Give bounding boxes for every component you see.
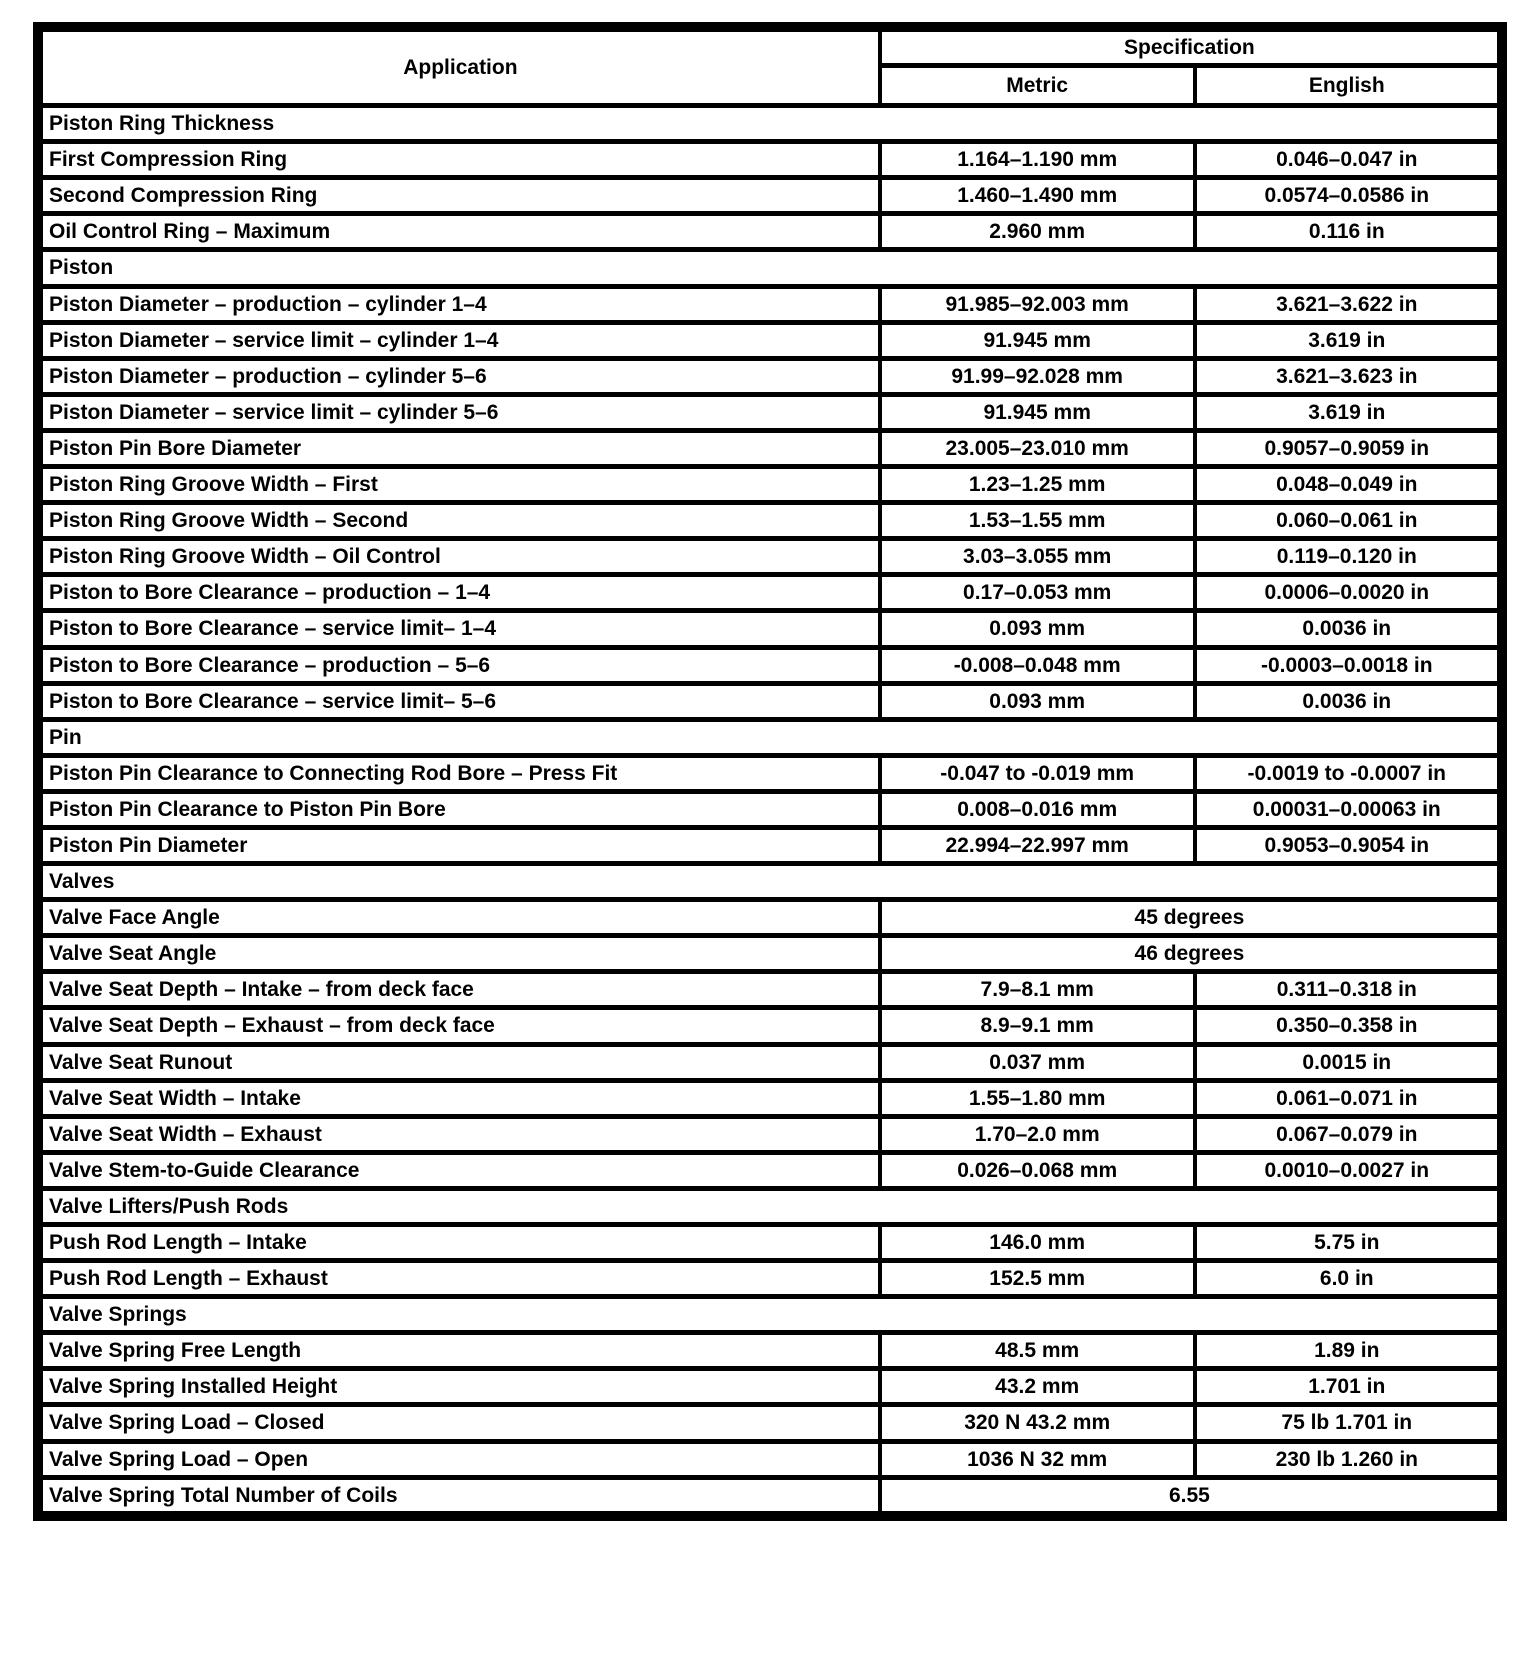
metric-cell: 320 N 43.2 mm	[880, 1405, 1195, 1441]
english-cell: 0.067–0.079 in	[1195, 1116, 1502, 1152]
application-cell: Oil Control Ring – Maximum	[38, 214, 880, 250]
english-cell: 6.0 in	[1195, 1261, 1502, 1297]
table-row	[38, 286, 1502, 322]
section-label: Valves	[38, 864, 1502, 900]
section-label: Valve Lifters/Push Rods	[38, 1188, 1502, 1224]
table-row	[38, 322, 1502, 358]
application-cell: Valve Seat Width – Intake	[38, 1080, 880, 1116]
english-cell: 0.0036 in	[1195, 611, 1502, 647]
metric-cell: 1.164–1.190 mm	[880, 142, 1195, 178]
table-row	[38, 1116, 1502, 1152]
application-cell: Push Rod Length – Intake	[38, 1225, 880, 1261]
english-cell: 1.701 in	[1195, 1369, 1502, 1405]
metric-cell: 3.03–3.055 mm	[880, 539, 1195, 575]
english-cell: 3.621–3.622 in	[1195, 286, 1502, 322]
english-cell: 3.621–3.623 in	[1195, 358, 1502, 394]
table-row	[38, 394, 1502, 430]
col-header-application: Application	[38, 27, 880, 106]
table-row	[38, 1261, 1502, 1297]
metric-cell: 91.945 mm	[880, 322, 1195, 358]
english-cell: 0.060–0.061 in	[1195, 503, 1502, 539]
spec-table	[33, 22, 1507, 1521]
english-cell: 5.75 in	[1195, 1225, 1502, 1261]
application-cell: Valve Spring Load – Closed	[38, 1405, 880, 1441]
english-cell: 0.0006–0.0020 in	[1195, 575, 1502, 611]
table-row	[38, 467, 1502, 503]
table-row	[38, 178, 1502, 214]
table-row	[38, 1044, 1502, 1080]
col-header-english: English	[1195, 66, 1502, 106]
table-row	[38, 827, 1502, 863]
english-cell: 0.061–0.071 in	[1195, 1080, 1502, 1116]
application-cell: Piston to Bore Clearance – production – 1–4	[38, 575, 880, 611]
application-cell: Valve Spring Installed Height	[38, 1369, 880, 1405]
application-cell: Valve Spring Total Number of Coils	[38, 1477, 880, 1516]
table-row	[38, 575, 1502, 611]
table-row	[38, 683, 1502, 719]
application-cell: Piston to Bore Clearance – service limit– 5–6	[38, 683, 880, 719]
metric-cell: 0.093 mm	[880, 683, 1195, 719]
col-header-specification: Specification	[880, 27, 1502, 66]
english-cell: 3.619 in	[1195, 322, 1502, 358]
table-row	[38, 214, 1502, 250]
application-cell: Piston Diameter – production – cylinder 1–4	[38, 286, 880, 322]
section-row	[38, 864, 1502, 900]
application-cell: Push Rod Length – Exhaust	[38, 1261, 880, 1297]
application-cell: Valve Seat Width – Exhaust	[38, 1116, 880, 1152]
english-cell: 0.9053–0.9054 in	[1195, 827, 1502, 863]
table-row	[38, 791, 1502, 827]
application-cell: Valve Seat Runout	[38, 1044, 880, 1080]
metric-cell: 152.5 mm	[880, 1261, 1195, 1297]
table-row	[38, 1369, 1502, 1405]
table-body	[38, 106, 1502, 1516]
metric-cell: 8.9–9.1 mm	[880, 1008, 1195, 1044]
specification-cell: 6.55	[880, 1477, 1502, 1516]
application-cell: Piston Pin Clearance to Connecting Rod Bore – Press Fit	[38, 755, 880, 791]
metric-cell: 43.2 mm	[880, 1369, 1195, 1405]
application-cell: First Compression Ring	[38, 142, 880, 178]
metric-cell: 0.008–0.016 mm	[880, 791, 1195, 827]
table-row	[38, 503, 1502, 539]
english-cell: 3.619 in	[1195, 394, 1502, 430]
section-label: Valve Springs	[38, 1297, 1502, 1333]
metric-cell: 7.9–8.1 mm	[880, 972, 1195, 1008]
table-row	[38, 1225, 1502, 1261]
application-cell: Piston Ring Groove Width – First	[38, 467, 880, 503]
metric-cell: 22.994–22.997 mm	[880, 827, 1195, 863]
table-row	[38, 1405, 1502, 1441]
metric-cell: 0.026–0.068 mm	[880, 1152, 1195, 1188]
table-row	[38, 430, 1502, 466]
application-cell: Piston Pin Bore Diameter	[38, 430, 880, 466]
table-row	[38, 358, 1502, 394]
metric-cell: 1.23–1.25 mm	[880, 467, 1195, 503]
application-cell: Piston Pin Diameter	[38, 827, 880, 863]
section-row	[38, 1297, 1502, 1333]
specification-cell: 45 degrees	[880, 900, 1502, 936]
metric-cell: 1.460–1.490 mm	[880, 178, 1195, 214]
english-cell: -0.0019 to -0.0007 in	[1195, 755, 1502, 791]
application-cell: Piston Pin Clearance to Piston Pin Bore	[38, 791, 880, 827]
english-cell: 0.311–0.318 in	[1195, 972, 1502, 1008]
application-cell: Valve Seat Angle	[38, 936, 880, 972]
section-label: Piston Ring Thickness	[38, 106, 1502, 142]
table-row	[38, 900, 1502, 936]
english-cell: 0.0015 in	[1195, 1044, 1502, 1080]
english-cell: 0.0574–0.0586 in	[1195, 178, 1502, 214]
table-row	[38, 1008, 1502, 1044]
application-cell: Piston Diameter – service limit – cylinder 5–6	[38, 394, 880, 430]
metric-cell: 91.985–92.003 mm	[880, 286, 1195, 322]
metric-cell: 1036 N 32 mm	[880, 1441, 1195, 1477]
metric-cell: 91.945 mm	[880, 394, 1195, 430]
metric-cell: 2.960 mm	[880, 214, 1195, 250]
metric-cell: 23.005–23.010 mm	[880, 430, 1195, 466]
table-row	[38, 1333, 1502, 1369]
application-cell: Piston to Bore Clearance – service limit– 1–4	[38, 611, 880, 647]
application-cell: Piston Ring Groove Width – Second	[38, 503, 880, 539]
metric-cell: 0.093 mm	[880, 611, 1195, 647]
table-row	[38, 1080, 1502, 1116]
english-cell: 0.048–0.049 in	[1195, 467, 1502, 503]
application-cell: Valve Spring Load – Open	[38, 1441, 880, 1477]
english-cell: 0.119–0.120 in	[1195, 539, 1502, 575]
application-cell: Second Compression Ring	[38, 178, 880, 214]
application-cell: Valve Stem-to-Guide Clearance	[38, 1152, 880, 1188]
application-cell: Valve Face Angle	[38, 900, 880, 936]
section-label: Piston	[38, 250, 1502, 286]
table-row	[38, 1477, 1502, 1516]
application-cell: Valve Spring Free Length	[38, 1333, 880, 1369]
col-header-metric: Metric	[880, 66, 1195, 106]
section-row	[38, 106, 1502, 142]
metric-cell: 48.5 mm	[880, 1333, 1195, 1369]
table-row	[38, 936, 1502, 972]
table-header	[38, 27, 1502, 106]
english-cell: 1.89 in	[1195, 1333, 1502, 1369]
table-row	[38, 611, 1502, 647]
application-cell: Valve Seat Depth – Exhaust – from deck face	[38, 1008, 880, 1044]
application-cell: Valve Seat Depth – Intake – from deck face	[38, 972, 880, 1008]
metric-cell: -0.008–0.048 mm	[880, 647, 1195, 683]
application-cell: Piston Diameter – service limit – cylinder 1–4	[38, 322, 880, 358]
english-cell: 230 lb 1.260 in	[1195, 1441, 1502, 1477]
english-cell: 0.116 in	[1195, 214, 1502, 250]
table-row	[38, 142, 1502, 178]
table-row	[38, 755, 1502, 791]
english-cell: 0.0036 in	[1195, 683, 1502, 719]
english-cell: 75 lb 1.701 in	[1195, 1405, 1502, 1441]
metric-cell: 0.037 mm	[880, 1044, 1195, 1080]
metric-cell: 91.99–92.028 mm	[880, 358, 1195, 394]
english-cell: 0.9057–0.9059 in	[1195, 430, 1502, 466]
metric-cell: 146.0 mm	[880, 1225, 1195, 1261]
section-row	[38, 1188, 1502, 1224]
metric-cell: 1.53–1.55 mm	[880, 503, 1195, 539]
metric-cell: -0.047 to -0.019 mm	[880, 755, 1195, 791]
english-cell: 0.350–0.358 in	[1195, 1008, 1502, 1044]
application-cell: Piston Ring Groove Width – Oil Control	[38, 539, 880, 575]
table-row	[38, 539, 1502, 575]
application-cell: Piston Diameter – production – cylinder 5–6	[38, 358, 880, 394]
table-row	[38, 647, 1502, 683]
table-row	[38, 972, 1502, 1008]
section-label: Pin	[38, 719, 1502, 755]
specification-cell: 46 degrees	[880, 936, 1502, 972]
table-row	[38, 1441, 1502, 1477]
english-cell: 0.046–0.047 in	[1195, 142, 1502, 178]
application-cell: Piston to Bore Clearance – production – 5–6	[38, 647, 880, 683]
english-cell: 0.00031–0.00063 in	[1195, 791, 1502, 827]
english-cell: 0.0010–0.0027 in	[1195, 1152, 1502, 1188]
metric-cell: 1.55–1.80 mm	[880, 1080, 1195, 1116]
english-cell: -0.0003–0.0018 in	[1195, 647, 1502, 683]
metric-cell: 0.17–0.053 mm	[880, 575, 1195, 611]
section-row	[38, 250, 1502, 286]
header-row-specification	[38, 27, 1502, 66]
section-row	[38, 719, 1502, 755]
table-row	[38, 1152, 1502, 1188]
metric-cell: 1.70–2.0 mm	[880, 1116, 1195, 1152]
